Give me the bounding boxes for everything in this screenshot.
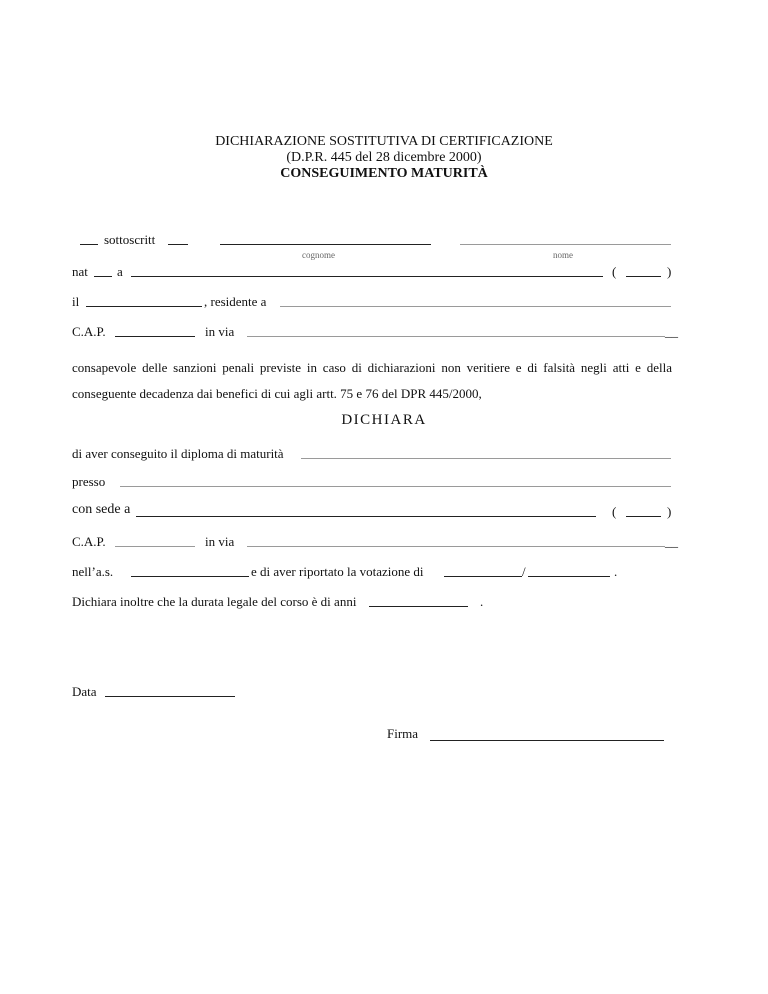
presso-field[interactable] — [120, 486, 671, 487]
durata-label: Dichiara inoltre che la durata legale del corso è di anni — [72, 594, 357, 609]
province-open-paren: ( — [612, 264, 617, 279]
a-label: a — [117, 264, 123, 279]
il-label: il — [72, 294, 80, 309]
presso-label: presso — [72, 474, 106, 489]
sede-label: con sede a — [72, 502, 131, 517]
votazione-score-field[interactable] — [444, 576, 522, 577]
via-label: in via — [205, 324, 235, 339]
durata-field[interactable] — [369, 606, 468, 607]
votazione-label: e di aver riportato la votazione di — [251, 564, 424, 579]
cognome-field[interactable] — [220, 244, 431, 245]
sede-field[interactable] — [136, 516, 596, 517]
nome-field[interactable] — [460, 244, 671, 245]
address-field[interactable] — [247, 336, 665, 337]
data-label: Data — [72, 684, 97, 699]
school-cap-field[interactable] — [115, 546, 195, 547]
header-section: CONSEGUIMENTO MATURITÀ — [280, 166, 488, 181]
dichiara-heading: DICHIARA — [341, 412, 427, 428]
votazione-max-field[interactable] — [528, 576, 610, 577]
residente-label: , residente a — [204, 294, 267, 309]
header-subtitle: (D.P.R. 445 del 28 dicembre 2000) — [286, 150, 482, 165]
sede-province-field[interactable] — [626, 516, 661, 517]
residence-field[interactable] — [280, 306, 671, 307]
school-cap-label: C.A.P. — [72, 534, 106, 549]
anno-scolastico-field[interactable] — [131, 576, 249, 577]
sede-open-paren: ( — [612, 504, 617, 519]
votazione-slash: / — [522, 564, 526, 579]
diploma-label: di aver conseguito il diploma di maturità — [72, 446, 284, 461]
durata-dot: . — [480, 594, 484, 609]
gender-suffix-blank[interactable] — [168, 244, 188, 245]
gender-prefix-blank[interactable] — [80, 244, 98, 245]
consapevole-paragraph-line2: conseguente decadenza dai benefici di cui agli artt. 75 e 76 del DPR 445/2000, — [72, 386, 482, 401]
sede-close-paren: ) — [667, 504, 672, 519]
cognome-caption: cognome — [302, 250, 335, 260]
date-field[interactable] — [105, 696, 235, 697]
cap-label: C.A.P. — [72, 324, 106, 339]
consapevole-paragraph-line1: consapevole delle sanzioni penali previste in caso di dichiarazioni non veritiere e di falsità negli atti e della — [72, 360, 672, 375]
signature-field[interactable] — [430, 740, 664, 741]
anno-scolastico-label: nell’a.s. — [72, 564, 114, 579]
school-via-label: in via — [205, 534, 235, 549]
firma-label: Firma — [387, 726, 419, 741]
province-close-paren: ) — [667, 264, 672, 279]
nat-suffix-blank[interactable] — [94, 276, 112, 277]
school-address-trail: __ — [665, 534, 678, 549]
address-trail: __ — [665, 324, 678, 339]
cap-field[interactable] — [115, 336, 195, 337]
votazione-dot: . — [614, 564, 618, 579]
birthdate-field[interactable] — [86, 306, 202, 307]
nome-caption: nome — [553, 250, 573, 260]
header-title: DICHIARAZIONE SOSTITUTIVA DI CERTIFICAZIONE — [215, 134, 553, 149]
diploma-field[interactable] — [301, 458, 671, 459]
nat-label: nat — [72, 264, 88, 279]
sottoscritt-label: sottoscritt — [104, 232, 156, 247]
school-address-field[interactable] — [247, 546, 665, 547]
birth-province-field[interactable] — [626, 276, 661, 277]
birthplace-field[interactable] — [131, 276, 603, 277]
